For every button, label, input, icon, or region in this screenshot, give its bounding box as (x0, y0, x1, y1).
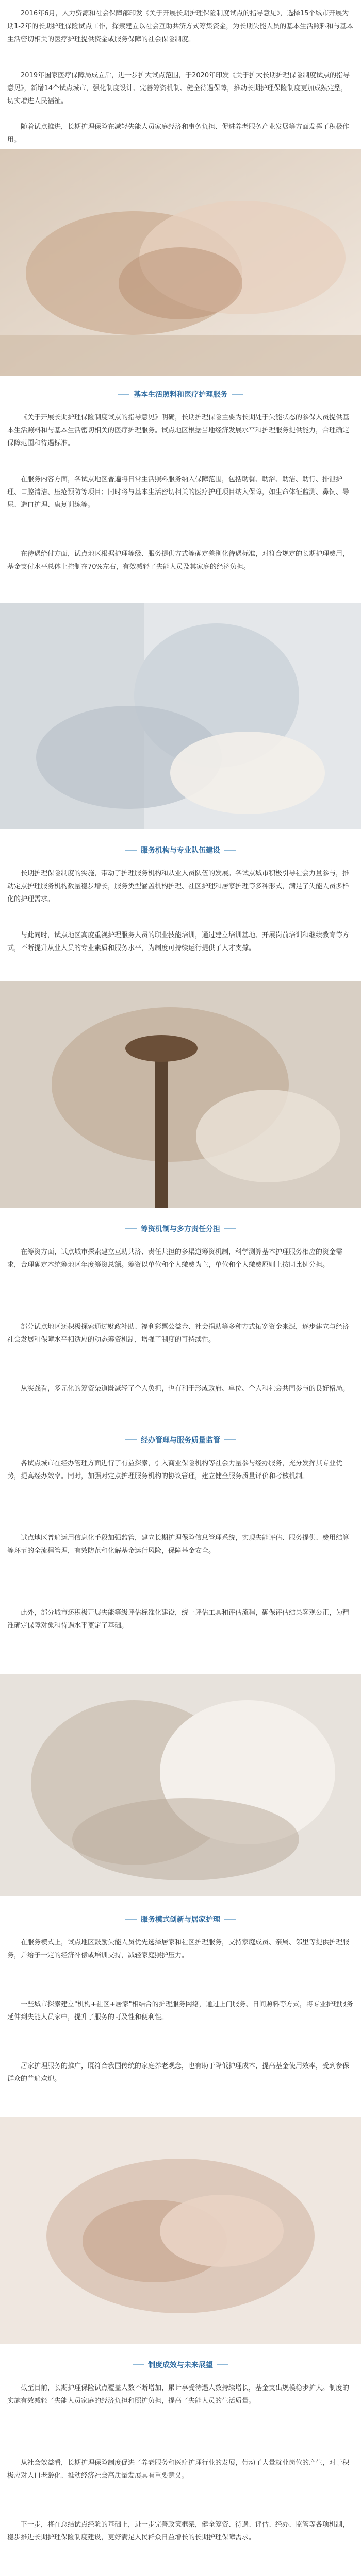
section-title-2: 服务机构与专业队伍建设 (141, 846, 220, 855)
section-heading-1 (0, 386, 361, 402)
section-title-1: 基本生活照料和医疗护理服务 (134, 391, 227, 399)
intro-paragraph-2: 2019年国家医疗保障局成立后，进一步扩大试点范围，于2020年印发《关于扩大长期护理保险制度试点的指导意见》，新增14个试点城市，强化制度设计、完善筹资机制、健全待遇保障，推动长期护理保险制度更加成熟定型，切实增进人民福祉。 (7, 72, 350, 105)
section-1-paragraph-2: 在服务内容方面，各试点地区普遍将日常生活照料服务纳入保障范围，包括助餐、助浴、助洁、助行、排泄护理、口腔清洁、压疮预防等项目；同时将与基本生活密切相关的医疗护理项目纳入保障，如生命体征监测、鼻饲、导尿、造口护理、康复训练等。 (7, 476, 350, 509)
section-heading-5 (0, 1911, 361, 1927)
section-5-paragraph-1: 在服务模式上，试点地区鼓励失能人员优先选择居家和社区护理服务，支持家庭成员、亲属、邻里等提供护理服务，并给予一定的经济补偿或培训支持，减轻家庭照护压力。 (7, 1939, 350, 1959)
section-heading-6 (0, 2357, 361, 2372)
section-heading-3 (0, 1221, 361, 1236)
heading-rule-right (224, 1439, 236, 1440)
section-2-paragraph-1: 长期护理保险制度的实施，带动了护理服务机构和从业人员队伍的发展。各试点城市积极引导社会力量参与，推动定点护理服务机构数量稳步增长，服务类型涵盖机构护理、社区护理和居家护理等多种形式，满足了失能人员多样化的护理需求。 (7, 870, 350, 903)
photo-walking-cane (0, 981, 361, 1208)
heading-rule-left (125, 1228, 137, 1229)
section-3-paragraph-2: 部分试点地区还积极探索通过财政补助、福利彩票公益金、社会捐助等多种方式拓宽资金来源，逐步建立与经济社会发展和保障水平相适应的动态筹资机制，增强了制度的可持续性。 (7, 1323, 350, 1344)
heading-rule-right (232, 394, 243, 395)
section-4-paragraph-1: 各试点城市在经办管理方面进行了有益探索，引入商业保险机构等社会力量参与经办服务，充分发挥其专业优势，提高经办效率。同时，加强对定点护理服务机构的协议管理，建立健全服务质量评价和考核机制。 (7, 1460, 343, 1480)
section-title-5: 服务模式创新与居家护理 (141, 1916, 220, 1924)
section-2-paragraph-2: 与此同时，试点地区高度重视护理服务人员的职业技能培训，通过建立培训基地、开展岗前培训和继续教育等方式，不断提升从业人员的专业素质和服务水平，为制度可持续运行提供了人才支撑。 (7, 931, 350, 952)
heading-rule-right (217, 2364, 228, 2365)
section-1-paragraph-3: 在待遇给付方面，试点地区根据护理等级、服务提供方式等确定差别化待遇标准，对符合规定的长期护理费用，基金支付水平总体上控制在70%左右，有效减轻了失能人员及其家庭的经济负担。 (7, 550, 350, 571)
intro-paragraph-3: 随着试点推进，长期护理保险在减轻失能人员家庭经济和事务负担、促进养老服务产业发展等方面发挥了积极作用。 (7, 123, 350, 144)
heading-rule-left (125, 1439, 137, 1440)
photo-elderly-care-1 (0, 149, 361, 376)
section-title-3: 筹资机制与多方责任分担 (141, 1225, 220, 1233)
section-5-paragraph-2: 一些城市探索建立"机构+社区+居家"相结合的护理服务网络，通过上门服务、日间照料等方式，将专业护理服务延伸到失能人员家中，提升了服务的可及性和便利性。 (7, 2001, 353, 2021)
heading-rule-left (133, 2364, 144, 2365)
section-5-paragraph-3: 居家护理服务的推广，既符合我国传统的家庭养老观念，也有助于降低护理成本，提高基金使用效率，受到参保群众的普遍欢迎。 (7, 2062, 350, 2083)
intro-paragraph-1: 2016年6月，人力资源和社会保障部印发《关于开展长期护理保险制度试点的指导意见》，选择15个城市开展为期1-2年的长期护理保险试点工作，探索建立以社会互助共济方式筹集资金，为长期失能人员的基本生活照料和与基本生活密切相关的医疗护理提供资金或服务保障的社会保险制度。 (7, 10, 354, 43)
section-6-paragraph-1: 截至目前，长期护理保险试点覆盖人数不断增加，累计享受待遇人数持续增长，基金支出规模稳步扩大。制度的实施有效减轻了失能人员家庭的经济负担和照护负担，提高了失能人员的生活质量。 (7, 2384, 350, 2405)
heading-rule-right (224, 850, 236, 851)
section-1-paragraph-1: 《关于开展长期护理保险制度试点的指导意见》明确，长期护理保险主要为长期处于失能状态的参保人员提供基本生活照料和与基本生活密切相关的医疗护理服务。试点地区根据当地经济发展水平和护理服务提供能力，合理确定保障范围和待遇标准。 (7, 414, 350, 447)
section-3-paragraph-1: 在筹资方面，试点城市探索建立互助共济、责任共担的多渠道筹资机制，科学测算基本护理服务相应的资金需求，合理确定本统筹地区年度筹资总额。筹资以单位和个人缴费为主，单位和个人缴费原则上按同比例分担。 (7, 1248, 343, 1269)
section-3-paragraph-3: 从实践看，多元化的筹资渠道既减轻了个人负担，也有利于形成政府、单位、个人和社会共同参与的良好格局。 (21, 1385, 350, 1393)
heading-rule-left (125, 1919, 137, 1920)
photo-holding-hands (0, 2117, 361, 2344)
section-heading-2 (0, 842, 361, 858)
section-heading-4 (0, 1432, 361, 1448)
heading-rule-right (224, 1228, 236, 1229)
heading-rule-right (224, 1919, 236, 1920)
photo-nurse-elderly (0, 1674, 361, 1896)
section-4-paragraph-3: 此外，部分城市还积极开展失能等级评估标准化建设，统一评估工具和评估流程，确保评估结果客观公正，为精准确定保障对象和待遇水平奠定了基础。 (7, 1609, 350, 1630)
section-6-paragraph-3: 下一步，将在总结试点经验的基础上，进一步完善政策框架，健全筹资、待遇、评估、经办、监管等各项机制，稳步推进长期护理保险制度建设，更好满足人民群众日益增长的长期护理保障需求。 (7, 2521, 350, 2541)
photo-caregiver (0, 603, 361, 829)
section-4-paragraph-2: 试点地区普遍运用信息化手段加强监管，建立长期护理保险信息管理系统，实现失能评估、服务提供、费用结算等环节的全流程管理，有效防范和化解基金运行风险，保障基金安全。 (7, 1534, 350, 1555)
section-6-paragraph-2: 从社会效益看，长期护理保险制度促进了养老服务和医疗护理行业的发展，带动了大量就业岗位的产生，对于积极应对人口老龄化、推动经济社会高质量发展具有重要意义。 (7, 2459, 350, 2480)
section-title-6: 制度成效与未来展望 (148, 2361, 213, 2369)
heading-rule-left (125, 850, 137, 851)
section-title-4: 经办管理与服务质量监管 (141, 1436, 220, 1445)
heading-rule-left (118, 394, 129, 395)
